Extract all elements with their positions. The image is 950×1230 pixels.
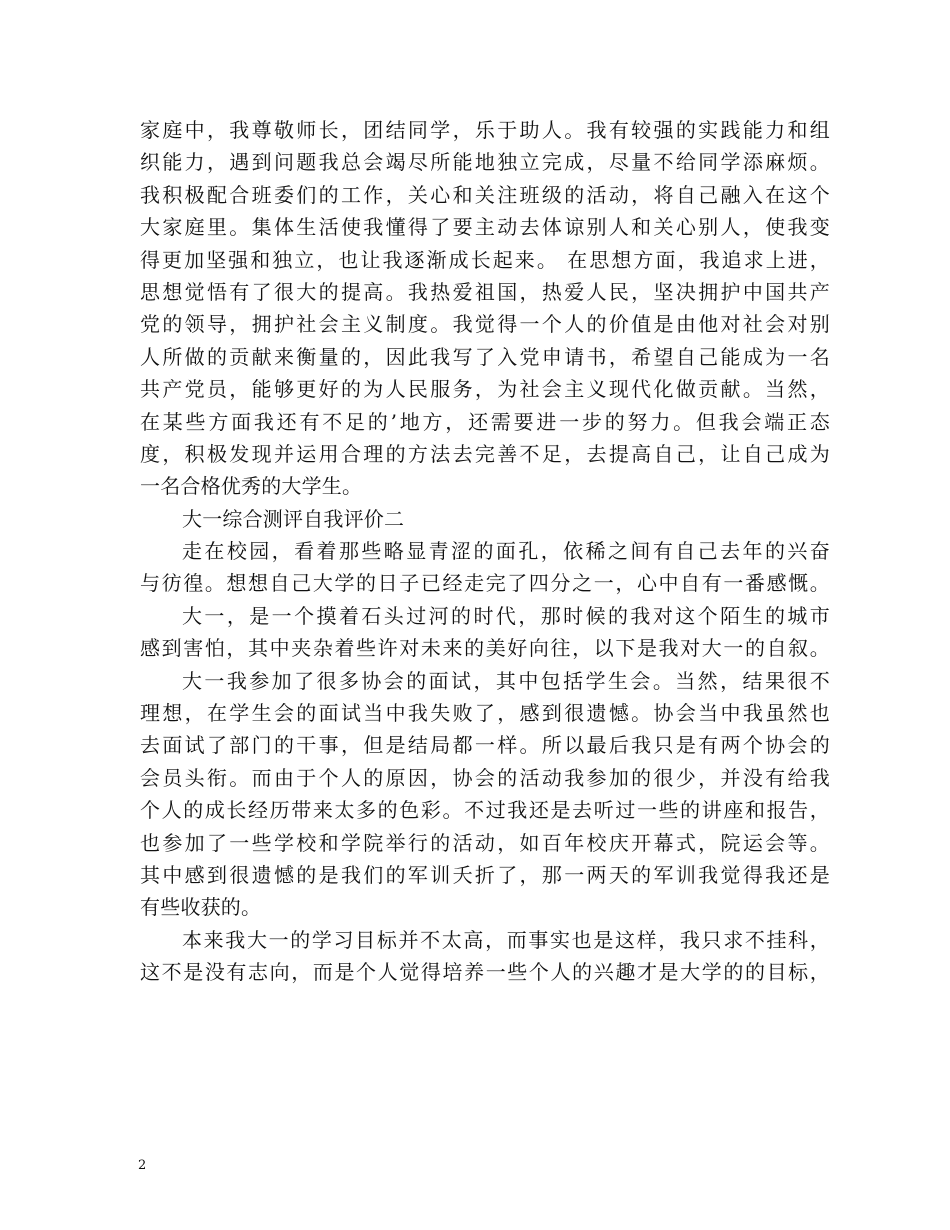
text-line-1: 家庭中，我尊敬师长，团结同学，乐于助人。我有较强的实践能力和组 — [140, 118, 830, 142]
text-line-11: 度，积极发现并运用合理的方法去完善不足，去提高自己，让自己成为 — [140, 441, 830, 466]
text-line-23: 也参加了一些学校和学院举行的活动，如百年校庆开幕式，院运会等。 — [140, 830, 830, 855]
text-line-19: 理想，在学生会的面试当中我失败了，感到很遗憾。协会当中我虽然也 — [140, 701, 830, 726]
text-line-20: 去面试了部门的干事，但是结局都一样。所以最后我只是有两个协会的 — [140, 733, 830, 758]
text-line-25: 有些收获的。 — [140, 895, 262, 920]
text-line-14: 走在校园，看着那些略显青涩的面孔，依稀之间有自己去年的兴奋 — [182, 539, 830, 564]
text-line-6: 思想觉悟有了很大的提高。我热爱祖国，热爱人民，坚决拥护中国共产 — [140, 279, 830, 304]
page-number: 2 — [138, 1158, 147, 1173]
text-line-26: 本来我大一的学习目标并不太高，而事实也是这样，我只求不挂科， — [182, 927, 830, 952]
text-line-15: 与彷徨。想想自己大学的日子已经走完了四分之一，心中自有一番感慨。 — [140, 571, 830, 596]
text-line-3: 我积极配合班委们的工作，关心和关注班级的活动，将自己融入在这个 — [140, 182, 830, 207]
text-line-12: 一名合格优秀的大学生。 — [140, 474, 363, 499]
text-line-27: 这不是没有志向，而是个人觉得培养一些个人的兴趣才是大学的的目标， — [140, 960, 830, 985]
text-line-24: 其中感到很遗憾的是我们的军训夭折了，那一两天的军训我觉得我还是 — [140, 862, 830, 887]
text-line-4: 大家庭里。集体生活使我懂得了要主动去体谅别人和关心别人，使我变 — [140, 215, 830, 240]
text-line-2: 织能力，遇到问题我总会竭尽所能地独立完成，尽量不给同学添麻烦。 — [140, 150, 830, 175]
text-line-21: 会员头衔。而由于个人的原因，协会的活动我参加的很少，并没有给我 — [140, 765, 830, 790]
text-line-17: 感到害怕，其中夹杂着些许对未来的美好向往，以下是我对大一的自叙。 — [140, 636, 830, 661]
text-line-10: 在某些方面我还有不足的’地方，还需要进一步的努力。但我会端正态 — [140, 409, 830, 434]
body-text — [140, 114, 830, 989]
text-line-8: 人所做的贡献来衡量的，因此我写了入党申请书，希望自己能成为一名 — [140, 344, 830, 369]
text-line-16: 大一，是一个摸着石头过河的时代，那时候的我对这个陌生的城市 — [182, 603, 830, 628]
text-line-18: 大一我参加了很多协会的面试，其中包括学生会。当然，结果很不 — [182, 668, 830, 693]
text-line-7: 党的领导，拥护社会主义制度。我觉得一个人的价值是由他对社会对别 — [140, 312, 830, 337]
text-line-9: 共产党员，能够更好的为人民服务，为社会主义现代化做贡献。当然， — [140, 377, 830, 402]
text-line-22: 个人的成长经历带来太多的色彩。不过我还是去听过一些的讲座和报告， — [140, 798, 830, 823]
section-heading: 大一综合测评自我评价二 — [182, 506, 405, 531]
text-line-5: 得更加坚强和独立，也让我逐渐成长起来。 在思想方面，我追求上进， — [140, 247, 830, 272]
